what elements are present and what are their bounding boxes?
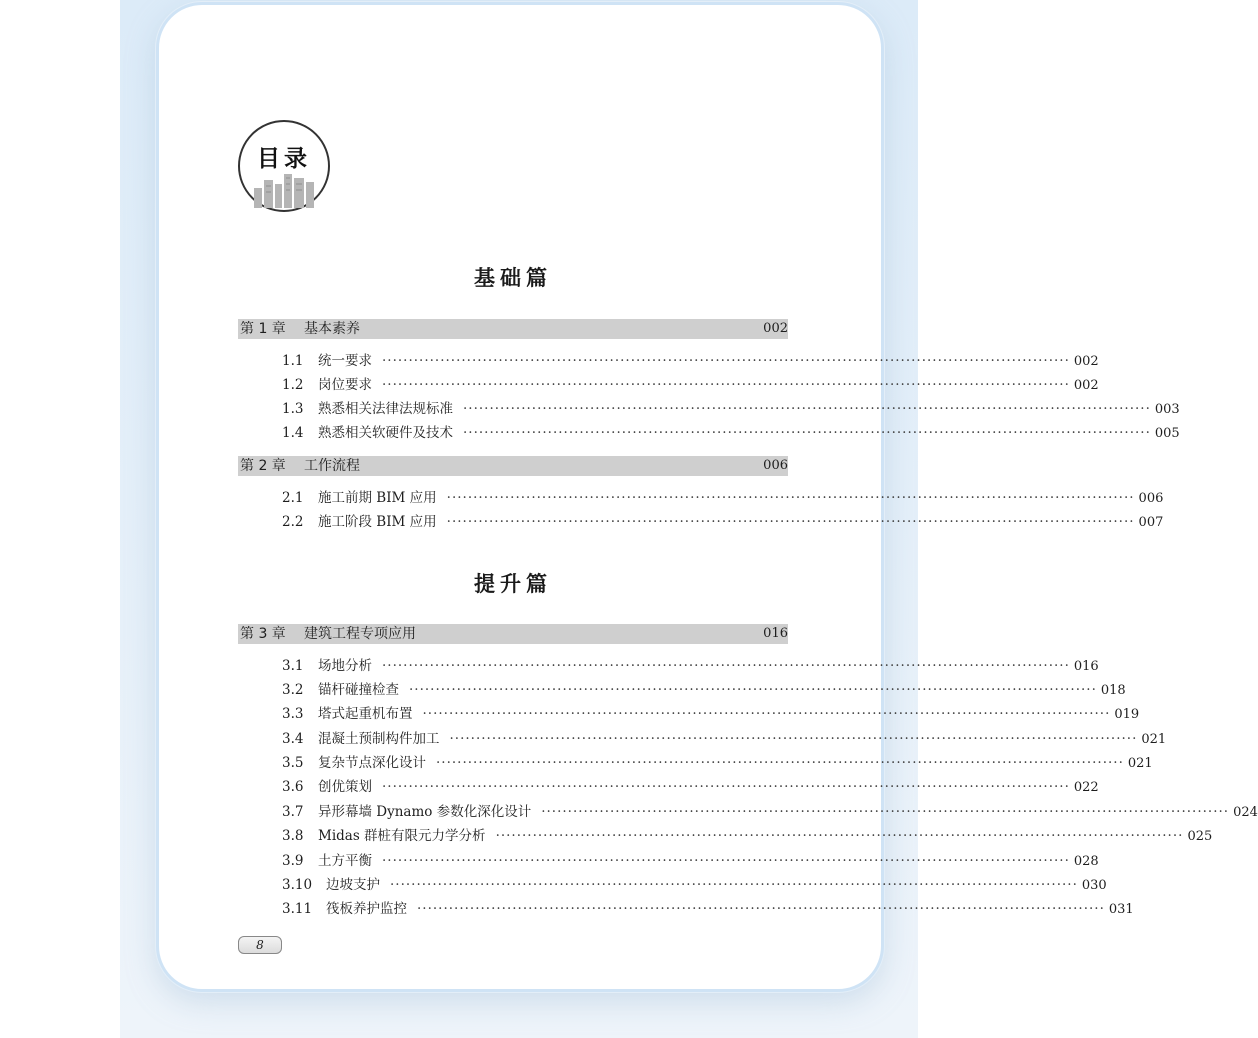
leader-dots: ·································································································································· <box>495 828 1184 844</box>
leader-dots: ·································································································································· <box>446 490 1135 506</box>
chapter-title: 基本素养 <box>304 321 360 337</box>
entry-title: 施工前期 BIM 应用 <box>318 490 437 506</box>
entry-page: 021 <box>1127 756 1153 771</box>
toc-entry <box>238 423 1180 443</box>
entry-number: 3.4 <box>282 731 304 747</box>
chapter-page: 006 <box>763 458 788 473</box>
entry-title: 筏板养护监控 <box>326 901 407 917</box>
toc-entry <box>238 729 1167 749</box>
entry-title: 边坡支护 <box>326 877 380 893</box>
entry-page: 016 <box>1073 659 1099 674</box>
entry-page: 019 <box>1114 707 1140 722</box>
entry-number: 1.4 <box>282 425 304 441</box>
entry-page: 007 <box>1138 515 1164 530</box>
entry-number: 2.1 <box>282 490 304 506</box>
entry-title: 创优策划 <box>318 779 372 795</box>
toc-entry <box>238 753 1153 773</box>
chapter-heading <box>238 319 788 339</box>
entry-page: 018 <box>1100 683 1126 698</box>
chapter-heading <box>238 456 788 476</box>
toc-entry <box>238 851 1099 871</box>
entry-page: 006 <box>1138 491 1164 506</box>
section-title-basics: 基础篇 <box>474 265 552 290</box>
entry-title: 熟悉相关软硬件及技术 <box>318 425 453 441</box>
entry-number: 3.2 <box>282 682 304 698</box>
entry-number: 3.11 <box>282 901 313 917</box>
toc-entry <box>238 826 1213 846</box>
entry-page: 005 <box>1154 426 1180 441</box>
entry-page: 021 <box>1141 732 1167 747</box>
entry-page: 002 <box>1073 378 1099 393</box>
entry-number: 1.1 <box>282 353 304 369</box>
entry-title: 复杂节点深化设计 <box>318 755 426 771</box>
toc-entry <box>238 899 1134 919</box>
leader-dots: ·································································································································· <box>463 401 1151 417</box>
toc-badge <box>238 120 330 212</box>
leader-dots: ·································································································································· <box>409 682 1097 698</box>
leader-dots: ·································································································································· <box>541 804 1230 820</box>
entry-number: 3.3 <box>282 706 304 722</box>
entry-page: 022 <box>1073 780 1099 795</box>
leader-dots: ·································································································································· <box>422 706 1111 722</box>
entry-page: 025 <box>1187 829 1213 844</box>
entry-page: 003 <box>1154 402 1180 417</box>
entry-page: 028 <box>1073 854 1099 869</box>
leader-dots: ·································································································································· <box>382 853 1070 869</box>
leader-dots: ·································································································································· <box>382 377 1070 393</box>
entry-number: 2.2 <box>282 514 304 530</box>
entry-page: 030 <box>1081 878 1107 893</box>
entry-number: 3.9 <box>282 853 304 869</box>
toc-entry <box>238 777 1099 797</box>
leader-dots: ·································································································································· <box>446 514 1135 530</box>
entry-number: 3.10 <box>282 877 313 893</box>
entry-number: 3.6 <box>282 779 304 795</box>
toc-entry <box>238 802 1258 822</box>
toc-entry <box>238 375 1099 395</box>
section-title-advanced: 提升篇 <box>474 571 552 596</box>
entry-title: 统一要求 <box>318 353 372 369</box>
chapter-number: 第 2 章 <box>240 458 286 474</box>
entry-number: 1.2 <box>282 377 304 393</box>
page-number-badge: 8 <box>238 936 282 954</box>
entry-title: 异形幕墙 Dynamo 参数化深化设计 <box>318 804 532 820</box>
entry-title: 岗位要求 <box>318 377 372 393</box>
leader-dots: ·································································································································· <box>436 755 1124 771</box>
chapter-page: 016 <box>763 626 788 641</box>
leader-dots: ·································································································································· <box>382 779 1070 795</box>
toc-entry <box>238 875 1107 895</box>
entry-number: 3.1 <box>282 658 304 674</box>
entry-number: 3.8 <box>282 828 304 844</box>
entry-title: 土方平衡 <box>318 853 372 869</box>
entry-title: 施工阶段 BIM 应用 <box>318 514 437 530</box>
chapter-heading <box>238 624 788 644</box>
entry-title: 场地分析 <box>318 658 372 674</box>
chapter-title: 工作流程 <box>304 458 360 474</box>
leader-dots: ·································································································································· <box>417 901 1105 917</box>
entry-title: 混凝土预制构件加工 <box>318 731 440 747</box>
toc-entry <box>238 512 1164 532</box>
toc-entry <box>238 680 1126 700</box>
toc-entry <box>238 488 1164 508</box>
entry-page: 024 <box>1233 805 1258 820</box>
chapter-title: 建筑工程专项应用 <box>304 626 416 642</box>
chapter-page: 002 <box>763 321 788 336</box>
toc-title: 目录 <box>257 146 311 172</box>
city-skyline-icon <box>240 122 332 214</box>
entry-number: 1.3 <box>282 401 304 417</box>
chapter-number: 第 1 章 <box>240 321 286 337</box>
toc-entry <box>238 399 1180 419</box>
leader-dots: ·································································································································· <box>390 877 1078 893</box>
leader-dots: ·································································································································· <box>382 658 1070 674</box>
entry-title: 塔式起重机布置 <box>318 706 413 722</box>
entry-page: 031 <box>1108 902 1134 917</box>
toc-entry <box>238 704 1140 724</box>
toc-entry <box>238 351 1099 371</box>
entry-page: 002 <box>1073 354 1099 369</box>
entry-number: 3.7 <box>282 804 304 820</box>
toc-entry <box>238 656 1099 676</box>
entry-title: 锚杆碰撞检查 <box>318 682 399 698</box>
leader-dots: ·································································································································· <box>382 353 1070 369</box>
leader-dots: ·································································································································· <box>449 731 1138 747</box>
leader-dots: ·································································································································· <box>463 425 1151 441</box>
entry-title: Midas 群桩有限元力学分析 <box>318 828 486 844</box>
chapter-number: 第 3 章 <box>240 626 286 642</box>
entry-number: 3.5 <box>282 755 304 771</box>
entry-title: 熟悉相关法律法规标准 <box>318 401 453 417</box>
